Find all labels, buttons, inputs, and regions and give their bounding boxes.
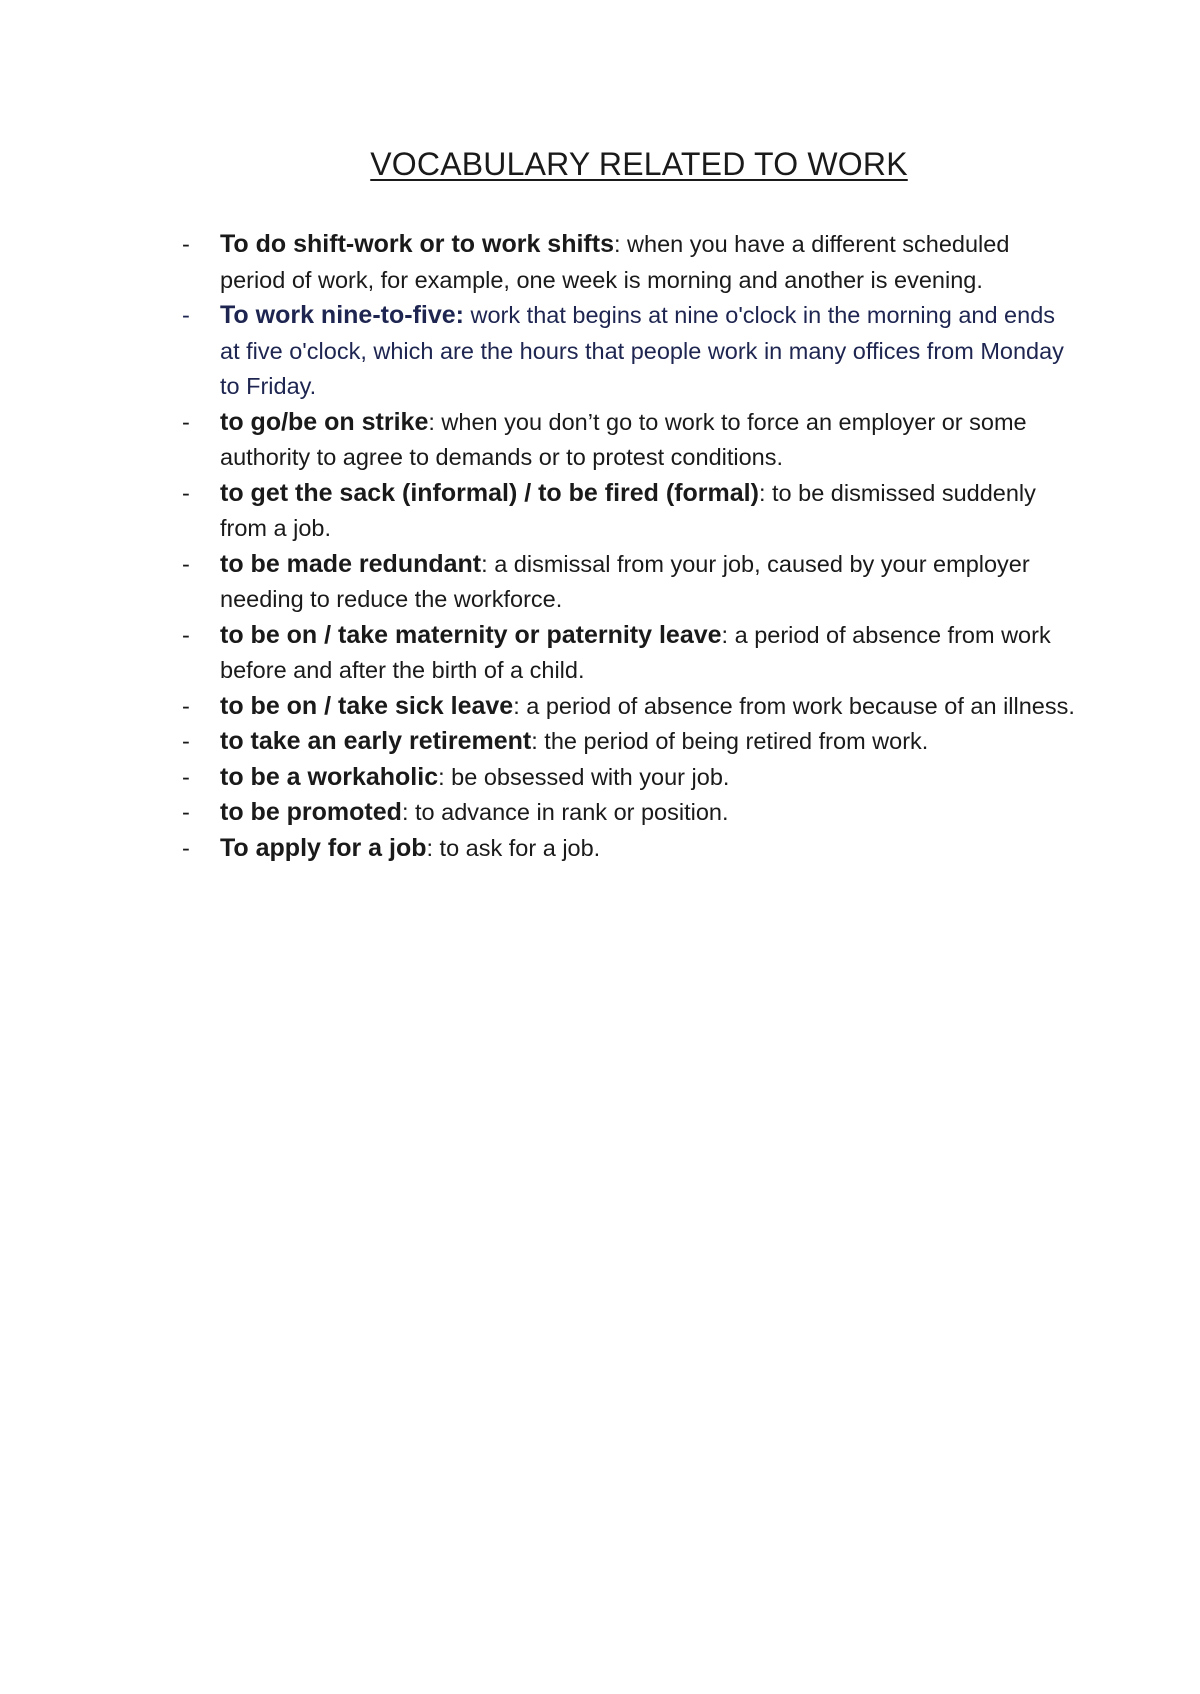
list-item — [180, 405, 1080, 476]
list-dash: - — [182, 408, 190, 435]
vocab-term: to get the sack (informal) / to be fired (formal) — [220, 478, 759, 507]
list-dash: - — [182, 550, 190, 577]
list-dash: - — [182, 763, 190, 790]
vocab-definition: : to be dismissed suddenly from a job. — [220, 479, 1036, 541]
vocab-definition: : when you have a different scheduled period of work, for example, one week is morning and another is evening. — [220, 231, 1010, 293]
list-dash: - — [182, 799, 190, 825]
list-dash: - — [182, 834, 190, 861]
list-item — [180, 760, 1080, 796]
vocab-definition: : a period of absence from work before and after the birth of a child. — [220, 621, 1051, 683]
vocab-term: To do shift-work or to work shifts — [220, 230, 614, 258]
vocab-term: to go/be on strike — [220, 407, 429, 436]
vocab-term: to be on / take maternity or paternity leave — [220, 620, 722, 649]
vocab-definition: : a period of absence from work because of an illness. — [513, 692, 1075, 719]
list-item — [180, 831, 1080, 867]
vocab-term: to be promoted — [220, 798, 402, 826]
list-item — [180, 298, 1080, 405]
vocab-definition: : the period of being retired from work. — [531, 728, 929, 754]
list-dash: - — [182, 231, 190, 257]
list-dash: - — [182, 302, 190, 328]
list-dash: - — [182, 621, 190, 648]
list-dash: - — [182, 479, 190, 506]
vocab-term: to be on / take sick leave — [220, 691, 514, 720]
vocab-term: To apply for a job — [220, 833, 427, 862]
list-dash: - — [182, 692, 190, 719]
vocab-term: To work nine-to-five: — [220, 301, 464, 329]
vocab-term: to take an early retirement — [220, 727, 532, 755]
list-item — [180, 227, 1080, 298]
list-item — [180, 547, 1080, 618]
list-item — [180, 724, 1080, 760]
vocab-definition: : be obsessed with your job. — [438, 763, 730, 790]
vocab-definition: : a dismissal from your job, caused by your employer needing to reduce the workforce. — [220, 550, 1030, 612]
list-dash: - — [182, 728, 190, 754]
vocab-term: to be made redundant — [220, 549, 482, 578]
list-item — [180, 795, 1080, 831]
list-item — [180, 476, 1080, 547]
vocab-definition: : to ask for a job. — [426, 834, 601, 861]
vocab-definition: work that begins at nine o'clock in the morning and ends at five o'clock, which are the hours that people work in many offices from Monday to Friday. — [220, 302, 1064, 399]
list-item — [180, 618, 1080, 689]
vocab-term: to be a workaholic — [220, 762, 439, 791]
list-item — [180, 689, 1080, 725]
vocab-definition: : when you don’t go to work to force an employer or some authority to agree to demands or to protest conditions. — [220, 408, 1027, 470]
vocab-definition: : to advance in rank or position. — [401, 799, 729, 825]
page-title: VOCABULARY RELATED TO WORK — [370, 146, 908, 182]
vocabulary-list — [180, 227, 1080, 866]
